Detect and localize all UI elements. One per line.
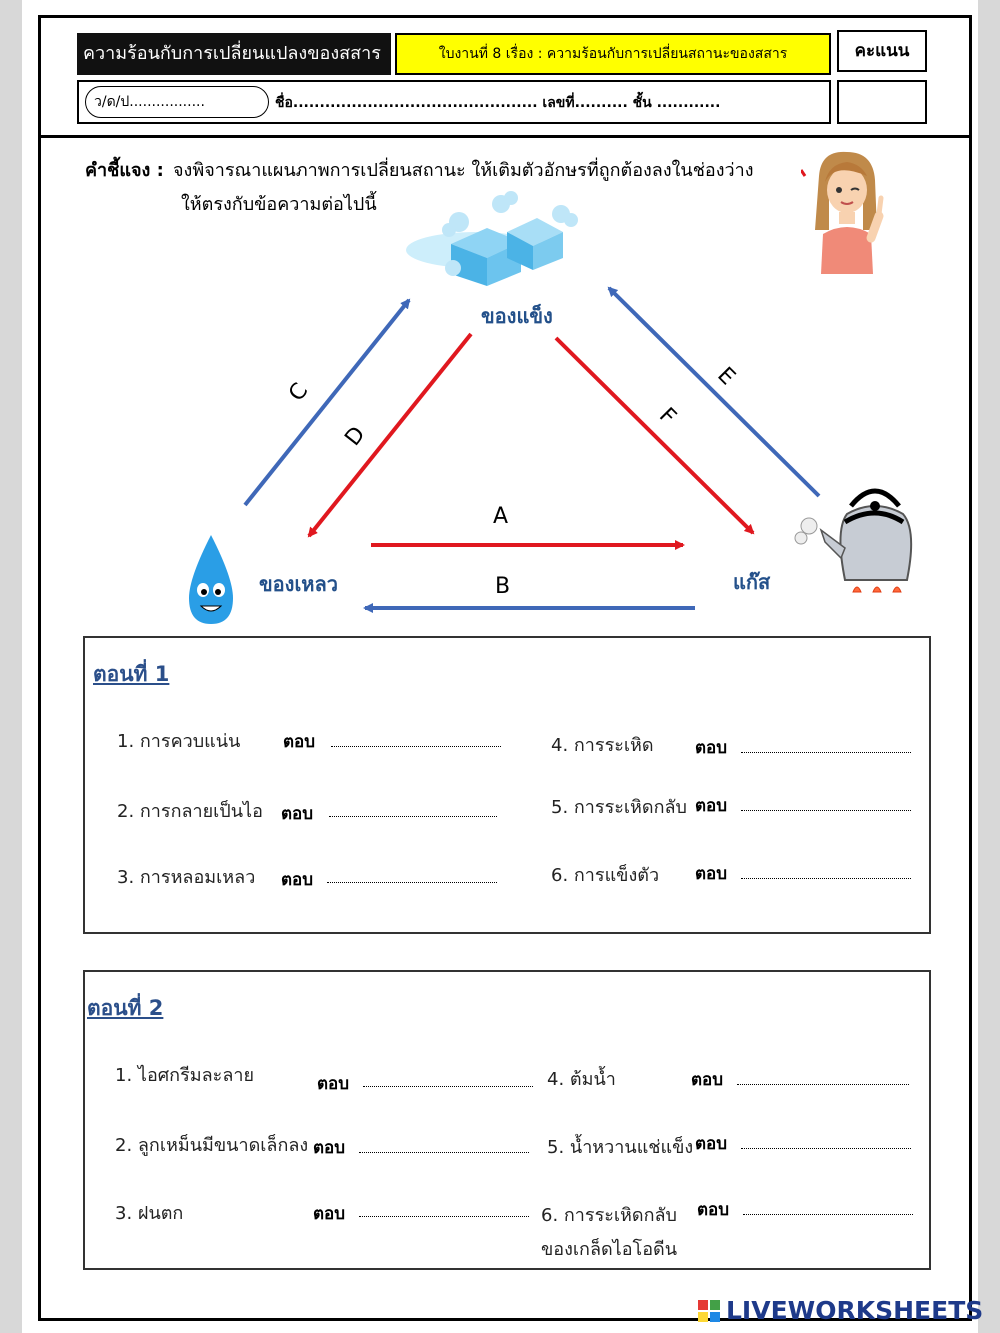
part1-title: ตอนที่ 1 (93, 662, 170, 686)
part1-answer-label-3: ตอบ (281, 870, 314, 890)
part2-item-6: 6. การระเหิดกลับ (541, 1205, 677, 1226)
part1-answer-line-1[interactable] (331, 746, 501, 747)
part1-answer-line-3[interactable] (327, 882, 497, 883)
part1-answer-line-5[interactable] (741, 810, 911, 811)
part2-answer-line-3[interactable] (359, 1216, 529, 1217)
part1-item-1: 1. การควบแน่น (117, 731, 241, 752)
date-code-field[interactable]: ว/ด/ป................. (85, 86, 269, 118)
part2-item-1: 1. ไอศกรีมละลาย (115, 1065, 254, 1086)
liveworksheets-logo-icon (698, 1300, 720, 1322)
part1-answer-label-4: ตอบ (695, 738, 728, 758)
part2-answer-label-1: ตอบ (317, 1074, 350, 1094)
arrow-label-a: A (493, 504, 509, 529)
part2-item-4: 4. ต้มน้ำ (547, 1069, 616, 1090)
arrow-label-f: F (654, 403, 681, 430)
arrow-d (309, 334, 471, 536)
instructions-label: คำชี้แจง : (85, 160, 164, 181)
part1-item-3: 3. การหลอมเหลว (117, 867, 256, 888)
name-number-class-field[interactable]: ชื่อ.............................................. เลขที่.......... ชั้น ............ (275, 95, 721, 111)
score-label: คะแนน (837, 30, 927, 72)
instructions-line1: จงพิจารณาแผนภาพการเปลี่ยนสถานะ ให้เติมตัวอักษรที่ถูกต้องลงในช่องว่าง (173, 160, 754, 181)
part2-answer-label-3: ตอบ (313, 1204, 346, 1224)
part1-section (83, 636, 931, 934)
arrow-c (245, 300, 409, 505)
arrow-e (609, 288, 819, 496)
gas-label: แก๊ส (733, 570, 771, 594)
arrow-label-d: D (340, 422, 371, 451)
right-margin-strip (978, 0, 1000, 1333)
part1-item-4: 4. การระเหิด (551, 735, 654, 756)
part2-answer-label-4: ตอบ (691, 1070, 724, 1090)
part2-answer-line-1[interactable] (363, 1086, 533, 1087)
ice-cube-icon (406, 191, 578, 286)
instructions-line2: ให้ตรงกับข้อความต่อไปนี้ (181, 194, 377, 215)
kettle-icon (795, 491, 911, 592)
part1-item-6: 6. การแข็งตัว (551, 865, 660, 886)
part1-answer-label-5: ตอบ (695, 796, 728, 816)
solid-label: ของแข็ง (481, 304, 553, 328)
part2-item-5: 5. น้ำหวานแช่แข็ง (547, 1137, 694, 1158)
part1-answer-label-6: ตอบ (695, 864, 728, 884)
worksheet-title: ใบงานที่ 8 เรื่อง : ความร้อนกับการเปลี่ยนสถานะของสสาร (395, 33, 831, 75)
arrow-label-b: B (495, 574, 511, 599)
part1-answer-label-2: ตอบ (281, 804, 314, 824)
part2-answer-label-6: ตอบ (697, 1200, 730, 1220)
part2-answer-label-5: ตอบ (695, 1134, 728, 1154)
part2-answer-line-6[interactable] (743, 1214, 913, 1215)
part1-answer-line-4[interactable] (741, 752, 911, 753)
part2-answer-line-2[interactable] (359, 1152, 529, 1153)
liveworksheets-watermark[interactable]: LIVEWORKSHEETS (726, 1296, 984, 1325)
water-drop-icon (189, 535, 233, 624)
part2-section (83, 970, 931, 1270)
part1-answer-line-2[interactable] (329, 816, 497, 817)
part2-item-6-line2: ของเกล็ดไอโอดีน (541, 1239, 678, 1260)
part2-item-3: 3. ฝนตก (115, 1203, 184, 1224)
part1-answer-label-1: ตอบ (283, 732, 316, 752)
part1-item-5: 5. การระเหิดกลับ (551, 797, 687, 818)
part2-answer-label-2: ตอบ (313, 1138, 346, 1158)
liquid-label: ของเหลว (259, 572, 338, 596)
part2-item-2: 2. ลูกเหม็นมีขนาดเล็กลง (115, 1135, 309, 1156)
arrow-label-c: C (284, 378, 314, 407)
left-margin-strip (0, 0, 22, 1333)
arrow-label-e: E (712, 362, 740, 391)
worksheet-frame (38, 15, 972, 1321)
part1-answer-line-6[interactable] (741, 878, 911, 879)
part2-answer-line-5[interactable] (741, 1148, 911, 1149)
part2-answer-line-4[interactable] (737, 1084, 909, 1085)
topic-title: ความร้อนกับการเปลี่ยนแปลงของสสาร (77, 33, 391, 75)
part1-item-2: 2. การกลายเป็นไอ (117, 801, 263, 822)
part2-title: ตอนที่ 2 (87, 996, 164, 1020)
